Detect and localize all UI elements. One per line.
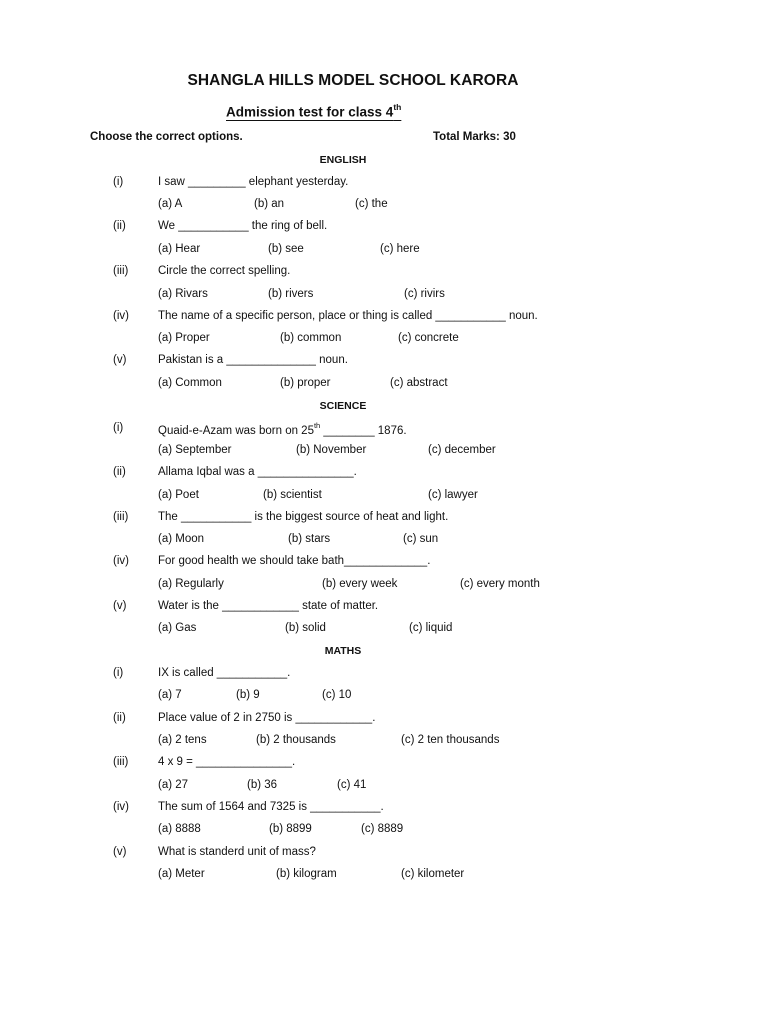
option-b: (b) stars bbox=[288, 533, 331, 545]
option-b: (b) scientist bbox=[263, 489, 322, 501]
question-number: (ii) bbox=[113, 220, 126, 232]
option-c: (c) liquid bbox=[409, 622, 453, 634]
option-a: (a) Proper bbox=[158, 332, 210, 344]
question-text: The name of a specific person, place or thing is called ___________ noun. bbox=[158, 310, 538, 322]
option-b: (b) see bbox=[268, 243, 304, 255]
question-number: (v) bbox=[113, 600, 127, 612]
option-c: (c) here bbox=[380, 243, 420, 255]
section-heading-science: SCIENCE bbox=[319, 400, 367, 412]
question-number: (i) bbox=[113, 176, 124, 188]
question-text-end: ________ 1876. bbox=[320, 424, 407, 437]
option-a: (a) 2 tens bbox=[158, 734, 207, 746]
option-b: (b) common bbox=[280, 332, 342, 344]
option-a: (a) Regularly bbox=[158, 578, 224, 590]
question-number: (ii) bbox=[113, 466, 126, 478]
option-b: (b) 8899 bbox=[269, 823, 312, 835]
section-heading-english: ENGLISH bbox=[319, 154, 367, 166]
question-number: (v) bbox=[113, 846, 127, 858]
question-text: Circle the correct spelling. bbox=[158, 265, 291, 277]
option-a: (a) Poet bbox=[158, 489, 199, 501]
option-c: (c) sun bbox=[403, 533, 439, 545]
option-a: (a) Meter bbox=[158, 868, 205, 880]
question-text: I saw _________ elephant yesterday. bbox=[158, 176, 349, 188]
question-text: Allama Iqbal was a _______________. bbox=[158, 466, 357, 478]
question-number: (iii) bbox=[113, 511, 129, 523]
option-a: (a) 7 bbox=[158, 689, 182, 701]
option-a: (a) 27 bbox=[158, 779, 189, 791]
question-number: (iii) bbox=[113, 265, 129, 277]
test-title bbox=[226, 103, 401, 120]
option-c: (c) kilometer bbox=[401, 868, 465, 880]
question-text: 4 x 9 = _______________. bbox=[158, 756, 296, 768]
question-text: Pakistan is a ______________ noun. bbox=[158, 354, 348, 366]
question-text: Place value of 2 in 2750 is ____________. bbox=[158, 712, 376, 724]
option-a: (a) Rivars bbox=[158, 288, 208, 300]
option-b: (b) 9 bbox=[236, 689, 260, 701]
question-number: (iv) bbox=[113, 310, 129, 322]
option-c: (c) abstract bbox=[390, 377, 448, 389]
option-c: (c) rivirs bbox=[404, 288, 445, 300]
question-number: (v) bbox=[113, 354, 127, 366]
option-c: (c) december bbox=[428, 444, 496, 456]
question-text-start: Quaid-e-Azam was born on 25 bbox=[158, 424, 314, 437]
option-b: (b) every week bbox=[322, 578, 398, 590]
test-title-superscript: th bbox=[393, 102, 402, 112]
total-marks: Total Marks: 30 bbox=[433, 131, 516, 143]
option-c: (c) 2 ten thousands bbox=[401, 734, 500, 746]
option-a: (a) Moon bbox=[158, 533, 205, 545]
option-a: (a) 8888 bbox=[158, 823, 201, 835]
question-number: (i) bbox=[113, 422, 124, 434]
question-text: IX is called ___________. bbox=[158, 667, 291, 679]
option-c: (c) 10 bbox=[322, 689, 352, 701]
option-b: (b) rivers bbox=[268, 288, 314, 300]
option-a: (a) Common bbox=[158, 377, 222, 389]
option-a: (a) Gas bbox=[158, 622, 197, 634]
question-text: What is standerd unit of mass? bbox=[158, 846, 316, 858]
option-b: (b) an bbox=[254, 198, 285, 210]
question-text: The ___________ is the biggest source of heat and light. bbox=[158, 511, 449, 523]
question-text: Water is the ____________ state of matter. bbox=[158, 600, 379, 612]
question-number: (iii) bbox=[113, 756, 129, 768]
ordinal-superscript: th bbox=[313, 421, 321, 430]
option-b: (b) 36 bbox=[247, 779, 278, 791]
option-b: (b) proper bbox=[280, 377, 331, 389]
option-b: (b) kilogram bbox=[276, 868, 337, 880]
option-b: (b) 2 thousands bbox=[256, 734, 336, 746]
question-text: We ___________ the ring of bell. bbox=[158, 220, 328, 232]
section-heading-maths: MATHS bbox=[324, 645, 362, 657]
instruction: Choose the correct options. bbox=[90, 131, 243, 143]
question-number: (ii) bbox=[113, 712, 126, 724]
option-c: (c) 8889 bbox=[361, 823, 404, 835]
option-a: (a) Hear bbox=[158, 243, 201, 255]
question-number: (iv) bbox=[113, 555, 129, 567]
question-text: For good health we should take bath_____________. bbox=[158, 555, 431, 567]
option-a: (a) A bbox=[158, 198, 183, 210]
option-c: (c) lawyer bbox=[428, 489, 478, 501]
option-b: (b) November bbox=[296, 444, 367, 456]
question-text: The sum of 1564 and 7325 is ___________. bbox=[158, 801, 384, 813]
test-title-text: Admission test for class 4 bbox=[226, 104, 394, 120]
school-name: SHANGLA HILLS MODEL SCHOOL KARORA bbox=[187, 72, 519, 89]
option-c: (c) every month bbox=[460, 578, 540, 590]
option-b: (b) solid bbox=[285, 622, 326, 634]
option-a: (a) September bbox=[158, 444, 232, 456]
option-c: (c) 41 bbox=[337, 779, 367, 791]
question-number: (iv) bbox=[113, 801, 129, 813]
question-number: (i) bbox=[113, 667, 124, 679]
option-c: (c) the bbox=[355, 198, 388, 210]
question-text bbox=[158, 422, 407, 437]
option-c: (c) concrete bbox=[398, 332, 459, 344]
